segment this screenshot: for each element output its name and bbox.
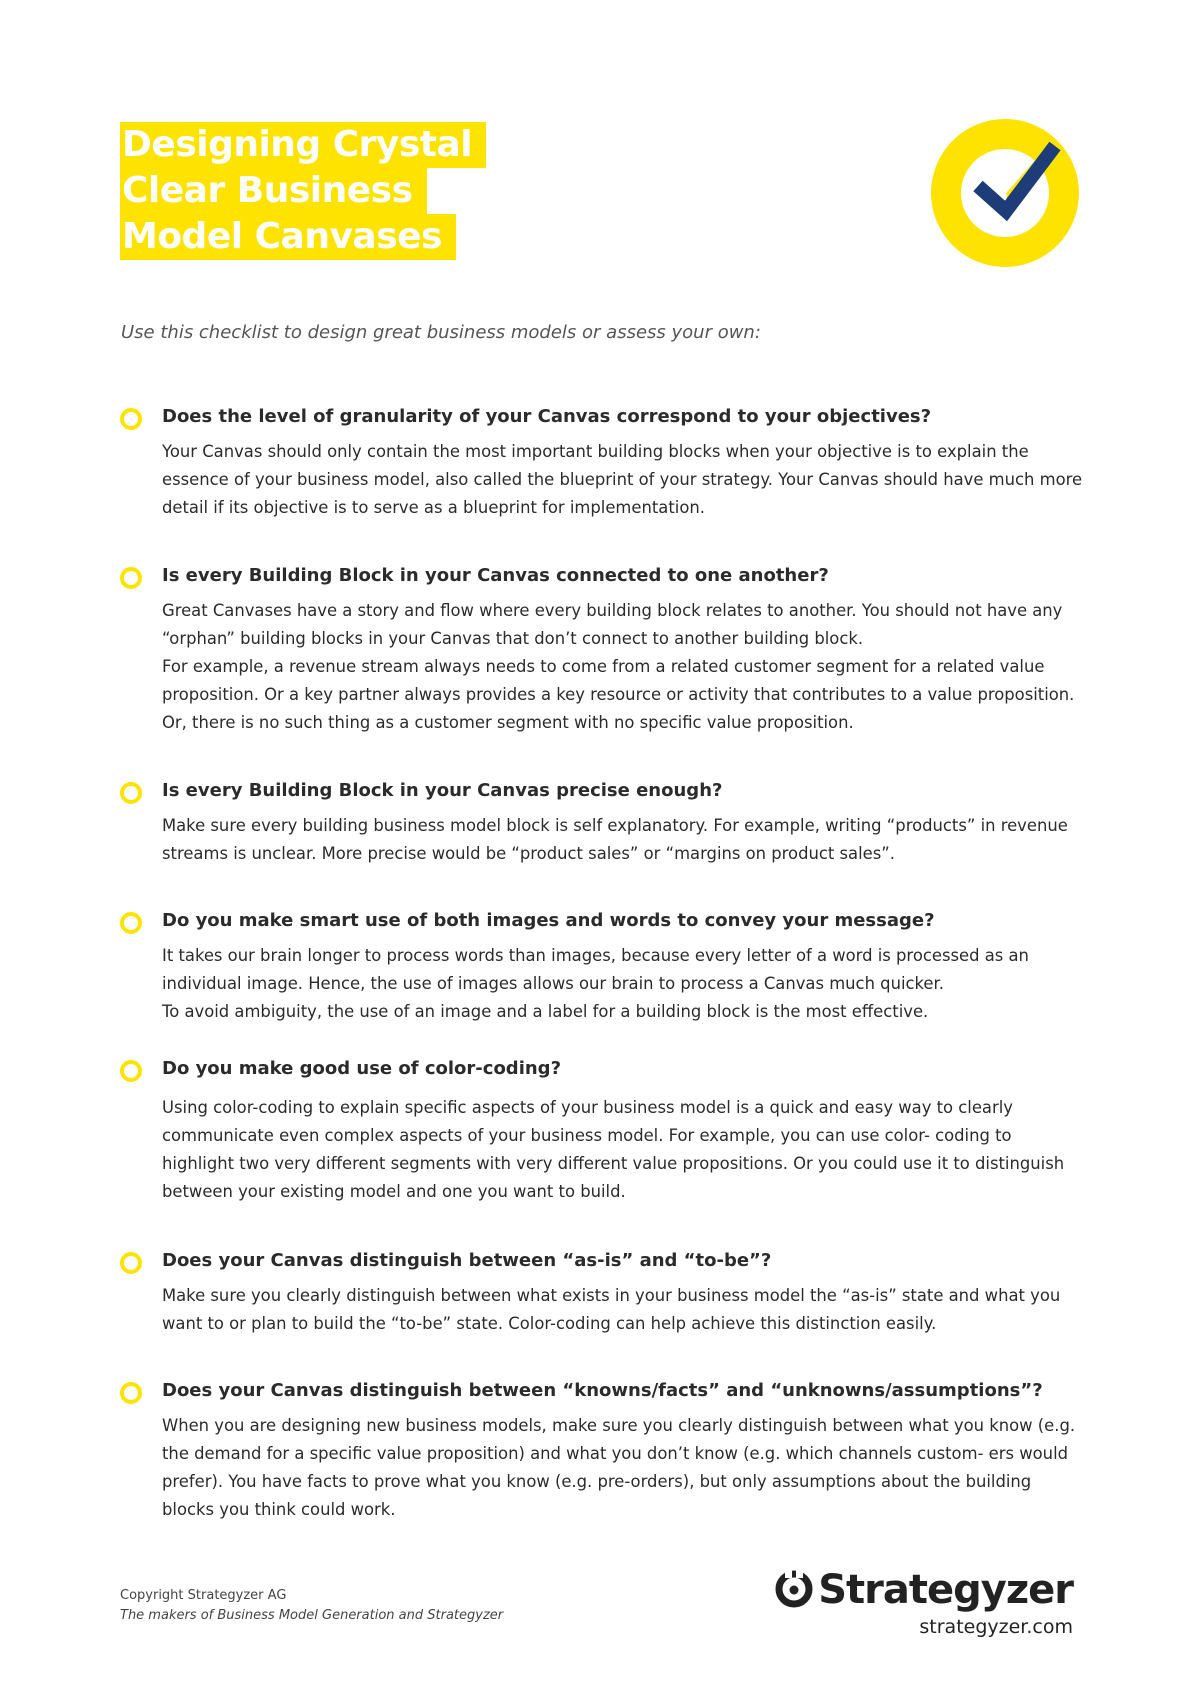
checklist-item-connected	[120, 563, 1080, 737]
strategyzer-logo-icon	[774, 1568, 814, 1612]
checkbox-circle-icon[interactable]	[120, 912, 142, 934]
strategyzer-brand[interactable]	[774, 1568, 1073, 1640]
checklist-question: Is every Building Block in your Canvas connected to one another?	[162, 565, 829, 586]
checklist-item-as-is-to-be	[120, 1248, 1080, 1338]
checkbox-circle-icon[interactable]	[120, 1252, 142, 1274]
checkmark-circle-icon	[930, 118, 1080, 268]
footer-copyright-block	[120, 1586, 503, 1626]
checklist-question: Does your Canvas distinguish between “as-is” and “to-be”?	[162, 1250, 772, 1271]
answer-paragraph: It takes our brain longer to process words than images, because every letter of a word is processed as an individual image. Hence, the use of images allows our brain to process a Canvas much quicker.	[162, 946, 1029, 993]
checkbox-circle-icon[interactable]	[120, 1060, 142, 1082]
brand-url-link[interactable]: strategyzer.com	[919, 1616, 1073, 1638]
checklist-question: Does the level of granularity of your Canvas correspond to your objectives?	[162, 406, 932, 427]
page-title	[120, 122, 486, 260]
checklist-question: Do you make smart use of both images and words to convey your message?	[162, 910, 935, 931]
checklist-answer	[162, 1094, 1086, 1206]
title-line-1: Designing Crystal	[120, 122, 486, 168]
checklist-answer	[162, 1282, 1086, 1338]
checklist-item-precise	[120, 778, 1080, 868]
checklist-answer	[162, 1412, 1086, 1524]
checklist-item-knowns-unknowns	[120, 1378, 1080, 1524]
checkbox-circle-icon[interactable]	[120, 567, 142, 589]
answer-paragraph: To avoid ambiguity, the use of an image and a label for a building block is the most effective.	[162, 1002, 929, 1021]
checklist-answer	[162, 597, 1086, 737]
intro-text: Use this checklist to design great business models or assess your own:	[121, 322, 761, 343]
tagline-text: The makers of Business Model Generation and Strategyzer	[120, 1608, 504, 1623]
copyright-text: Copyright Strategyzer AG	[120, 1588, 287, 1603]
checklist-question: Is every Building Block in your Canvas precise enough?	[162, 780, 723, 801]
checklist-answer	[162, 942, 1086, 1026]
checklist-answer	[162, 438, 1086, 522]
brand-name: Strategyzer	[818, 1567, 1073, 1613]
answer-paragraph: Using color-coding to explain specific aspects of your business model is a quick and easy way to clearly communicate even complex aspects of your business model. For example, you can use color- coding to highlight two very different segments with very different value propositions. Or you could use it to distinguish between your existing model and one you want to build.	[162, 1098, 1065, 1201]
checkbox-circle-icon[interactable]	[120, 782, 142, 804]
checkbox-circle-icon[interactable]	[120, 408, 142, 430]
title-line-3: Model Canvases	[120, 214, 456, 260]
answer-paragraph: Make sure you clearly distinguish between what exists in your business model the “as-is” state and what you want to or plan to build the “to-be” state. Color-coding can help achieve this distinction easily.	[162, 1286, 1061, 1333]
answer-paragraph: Great Canvases have a story and flow where every building block relates to another. You should not have any “orphan” building blocks in your Canvas that don’t connect to another building block.	[162, 601, 1063, 648]
checklist-question: Do you make good use of color-coding?	[162, 1058, 562, 1079]
checklist-question: Does your Canvas distinguish between “knowns/facts” and “unknowns/assumptions”?	[162, 1380, 1043, 1401]
checklist-item-granularity	[120, 404, 1083, 522]
answer-paragraph: Your Canvas should only contain the most important building blocks when your objective is to explain the essence of your business model, also called the blueprint of your strategy. Your Canvas should have much more detail if its objective is to serve as a blueprint for implementation.	[162, 442, 1083, 517]
checkbox-circle-icon[interactable]	[120, 1382, 142, 1404]
answer-paragraph: Make sure every building business model block is self explanatory. For example, writing “products” in revenue streams is unclear. More precise would be “product sales” or “margins on product sales”.	[162, 816, 1068, 863]
answer-paragraph: When you are designing new business models, make sure you clearly distinguish between what you know (e.g. the demand for a specific value proposition) and what you don’t know (e.g. which channels custom- ers would prefer). You have facts to prove what you know (e.g. pre-orders), but only assumptions about the building blocks you think could work.	[162, 1416, 1076, 1519]
answer-paragraph: For example, a revenue stream always needs to come from a related customer segment for a related value proposition. Or a key partner always provides a key resource or activity that contributes to a value proposition. Or, there is no such thing as a customer segment with no specific value proposition.	[162, 657, 1075, 732]
checklist-item-color-coding	[120, 1056, 1080, 1206]
title-line-2: Clear Business	[120, 168, 427, 214]
checklist-answer	[162, 812, 1086, 868]
checklist-item-images-words	[120, 908, 1080, 1026]
